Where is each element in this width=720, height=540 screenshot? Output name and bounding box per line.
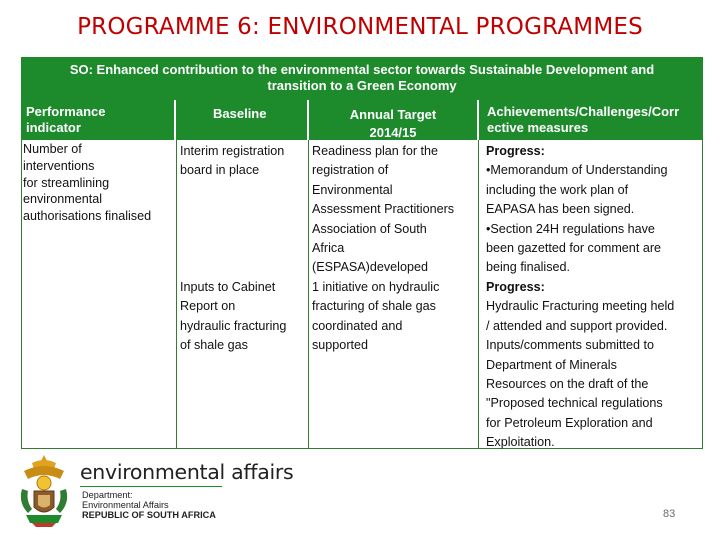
target-line: coordinated and [312,318,403,333]
achievement-line: / attended and support provided. [486,318,668,333]
target-line: Environmental [312,182,393,197]
grid-line [702,140,703,449]
target-line: supported [312,338,369,353]
achievement-line: Department of Minerals [486,357,617,372]
header-achievements-line2: ective measures [487,120,589,135]
header-indicator-line2: indicator [26,120,81,135]
target-line: 1 initiative on hydraulic [312,280,440,294]
row2-baseline [180,278,286,356]
target-line: Assessment Practitioners [312,202,455,217]
department-block [82,490,216,520]
achievement-line: been gazetted for comment are [486,241,662,256]
indicator-line: authorisations finalised [23,209,152,224]
header-target-line2: 2014/15 [369,125,417,140]
row1-target [312,142,454,278]
country-line: REPUBLIC OF SOUTH AFRICA [82,510,216,520]
grid-line [21,140,22,449]
achievement-line: Inputs/comments submitted to [486,338,654,353]
achievement-line: including the work plan of [486,182,629,197]
programme-table [21,140,703,449]
indicator-cell [23,141,151,225]
coat-of-arms-icon [14,453,74,529]
indicator-line: environmental [23,192,103,207]
row1-baseline [180,142,284,181]
header-indicator [21,100,174,140]
so-line-1: SO: Enhanced contribution to the environmental sector towards Sustainable Development and [69,62,655,77]
achievement-line: •Memorandum of Understanding [486,163,668,178]
target-line: (ESPASA)developed [312,260,428,275]
dept-line: Department: [82,490,133,500]
target-line: Association of South [312,221,427,236]
header-baseline [176,100,307,140]
page-title: PROGRAMME 6: ENVIRONMENTAL PROGRAMMES [77,14,643,40]
indicator-line: interventions [23,158,95,173]
grid-line [478,140,479,449]
achievement-line: Resources on the draft of the [486,377,649,392]
achievement-line: •Section 24H regulations have [486,221,655,236]
baseline-line: Inputs to Cabinet [180,280,276,294]
header-achievements [479,100,703,140]
achievement-line: EAPASA has been signed. [486,202,635,217]
baseline-line: board in place [180,163,260,178]
achievement-line: being finalised. [486,260,571,275]
grid-line [308,140,309,449]
progress-label: Progress: [486,280,545,294]
row1-achievements [486,142,668,278]
page-number: 83 [663,508,676,520]
baseline-line: Interim registration [180,144,285,158]
dept-line: Environmental Affairs [82,500,169,510]
header-target [309,100,477,140]
target-line: fracturing of shale gas [312,299,436,314]
baseline-line: of shale gas [180,338,248,353]
header-target-line1: Annual Target [349,107,437,122]
target-line: Readiness plan for the [312,144,439,158]
header-achievements-line1: Achievements/Challenges/Corr [487,104,680,119]
achievement-line: Exploitation. [486,435,555,450]
target-line: Africa [312,241,345,256]
indicator-line: Number of [23,142,82,156]
org-divider [80,486,222,487]
header-baseline-label: Baseline [213,106,267,121]
achievement-line: Hydraulic Fracturing meeting held [486,299,675,314]
header-indicator-line1: Performance [26,104,106,119]
org-name: environmental affairs [80,460,294,484]
baseline-line: Report on [180,299,236,314]
achievement-line: for Petroleum Exploration and [486,415,653,430]
progress-label: Progress: [486,144,545,158]
strategic-objective-banner [21,57,703,100]
baseline-line: hydraulic fracturing [180,318,287,333]
row2-target [312,278,439,356]
row2-achievements [486,278,674,453]
grid-line [176,140,177,449]
achievement-line: "Proposed technical regulations [486,396,663,411]
indicator-line: for streamlining [23,175,110,190]
so-line-2: transition to a Green Economy [267,78,457,93]
target-line: registration of [312,163,389,178]
